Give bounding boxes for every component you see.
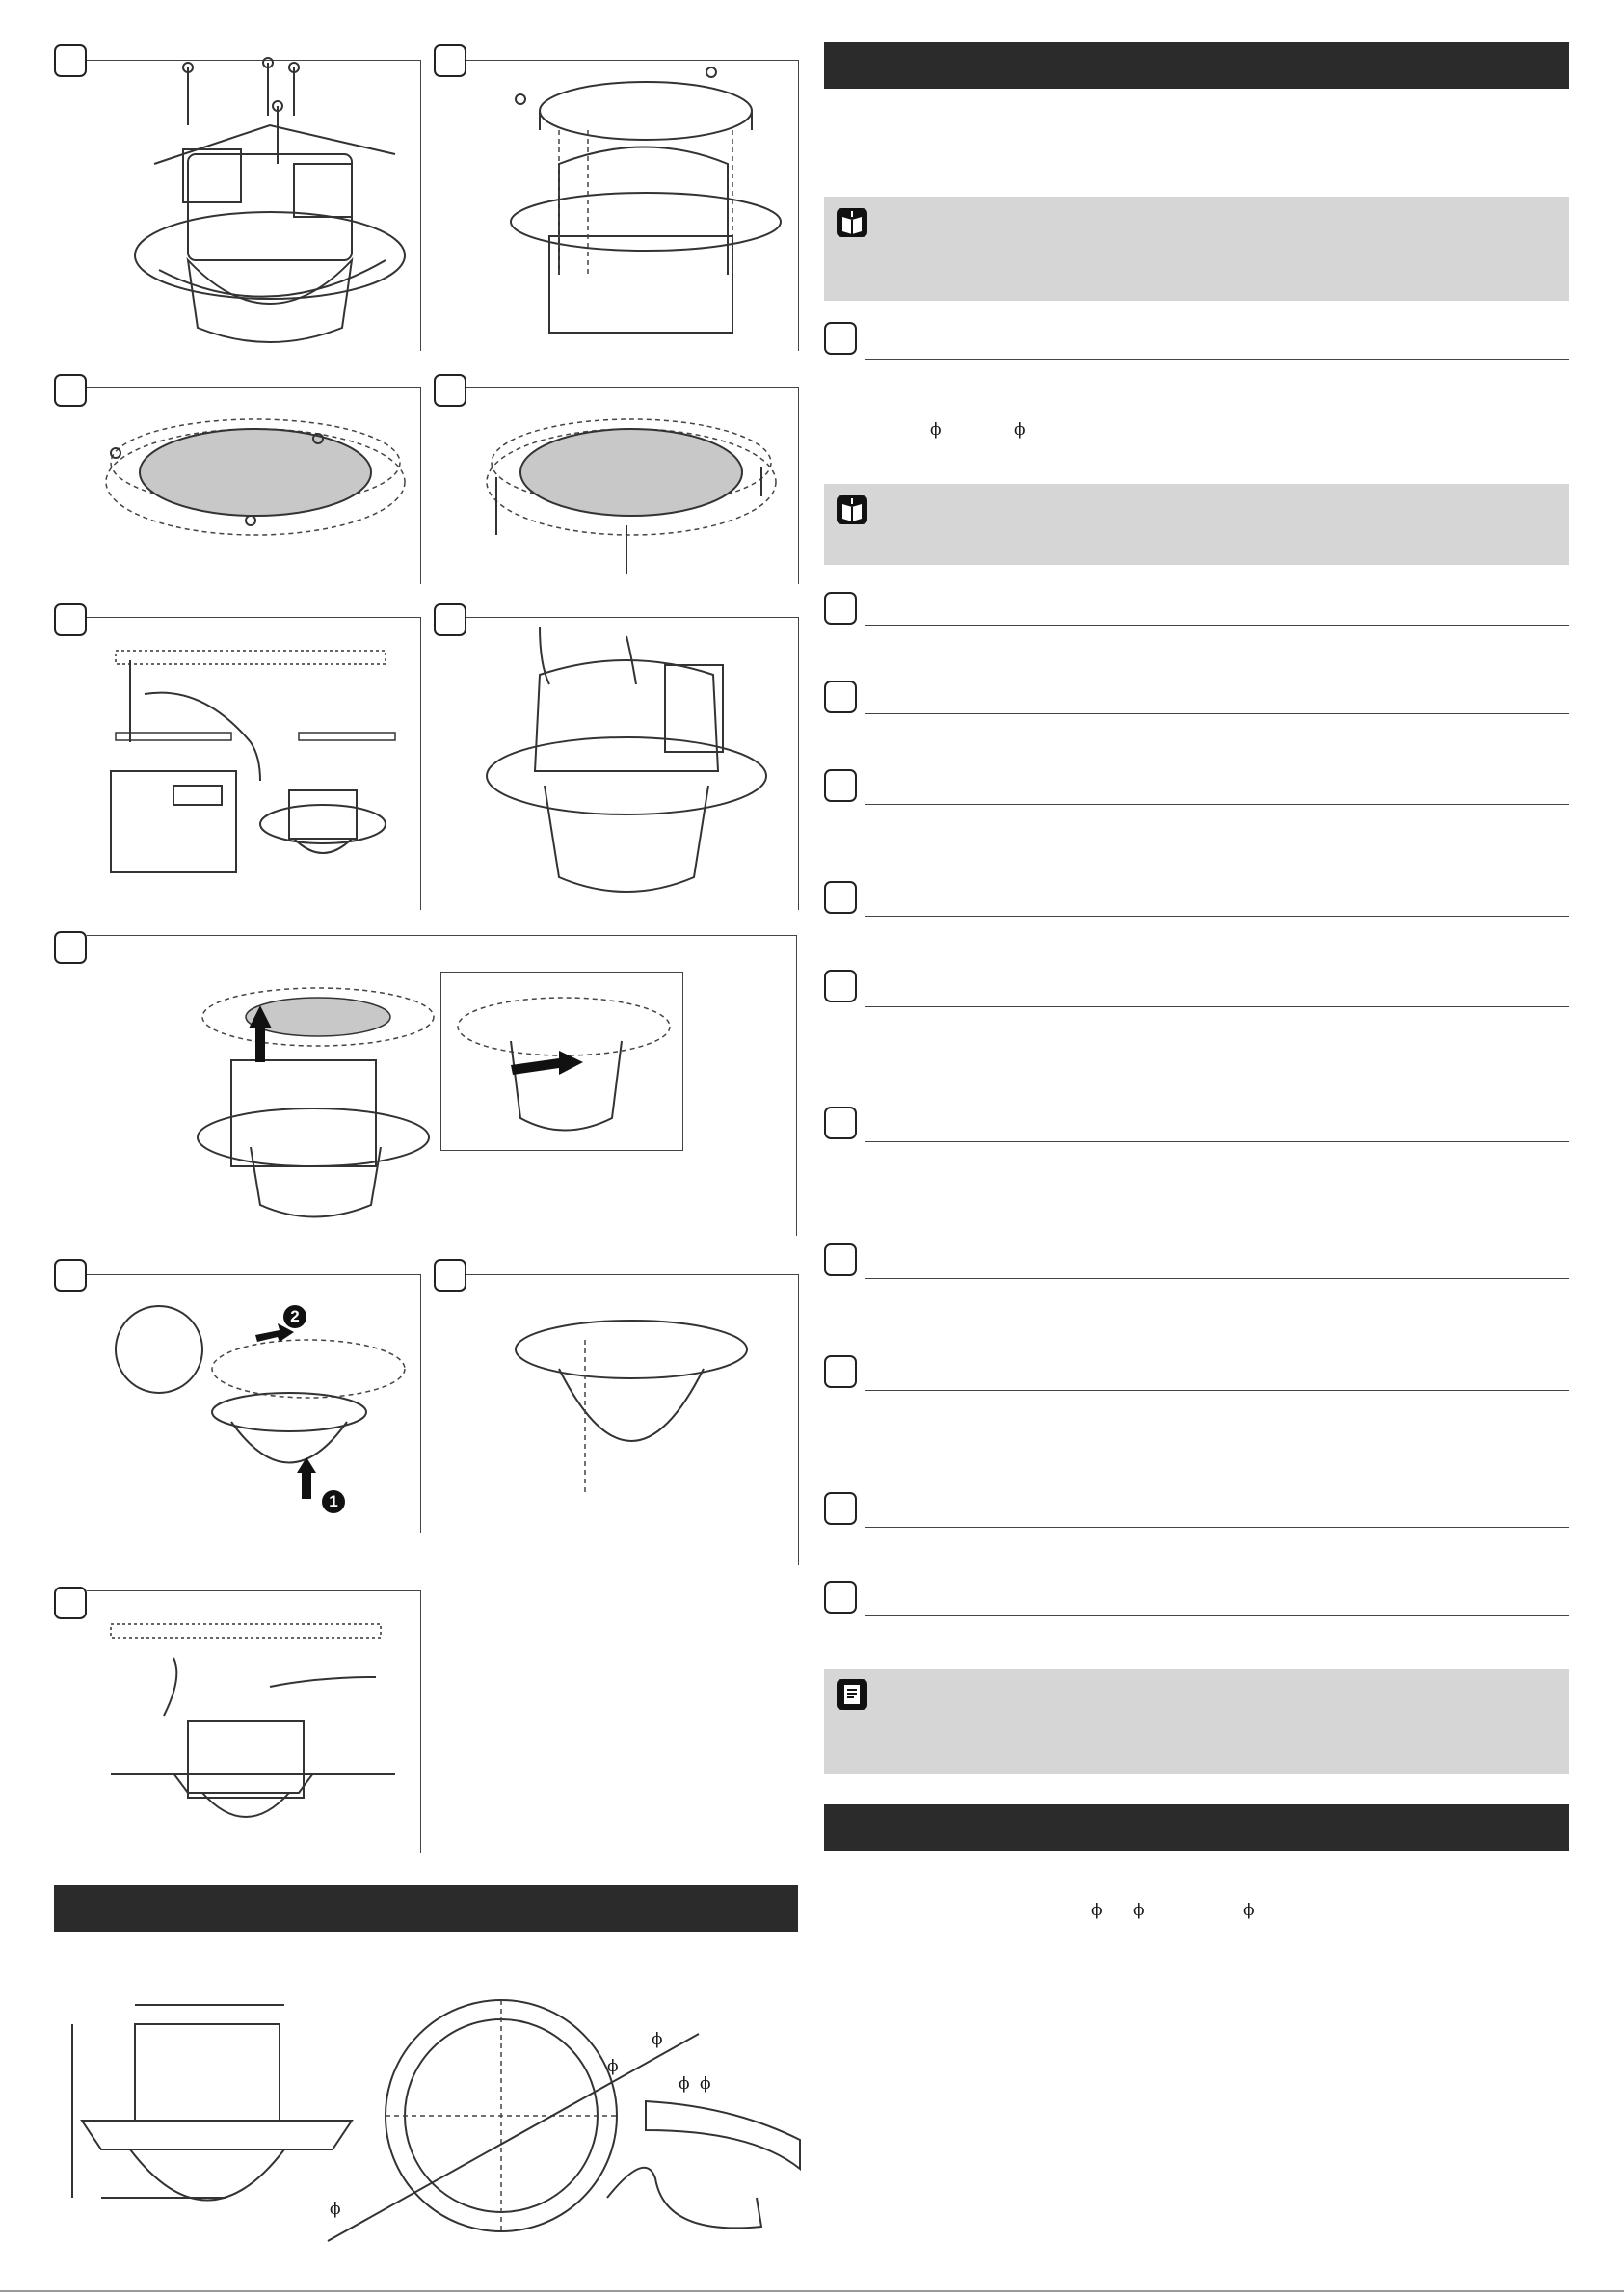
step-divider [865, 625, 1569, 626]
step-divider [865, 1006, 1569, 1007]
note-box [824, 1669, 1569, 1774]
step-divider [865, 1615, 1569, 1616]
step-divider [865, 804, 1569, 805]
phi-symbol: ϕ [1243, 1901, 1255, 1920]
step-number-box [824, 322, 857, 355]
book-caution-icon [837, 495, 867, 524]
step-divider [865, 1527, 1569, 1528]
caution-box [824, 484, 1569, 565]
dome-cover-screw-illustration [511, 1321, 752, 1513]
installed-camera-cross-section-illustration [106, 1619, 405, 1841]
step-number-box [824, 681, 857, 713]
memo-note-icon [837, 1679, 867, 1710]
book-caution-icon [837, 208, 867, 237]
step-number-box [824, 769, 857, 802]
step-number-box [434, 1259, 466, 1292]
phi-symbol: ϕ [700, 2074, 711, 2094]
section-header-bar [54, 1885, 798, 1932]
step-number-box [824, 881, 857, 914]
zoom-detail-illustration [453, 993, 675, 1147]
step-number-box [54, 44, 87, 77]
housing-insertion-illustration [193, 974, 443, 1224]
phi-symbol: ϕ [652, 2030, 663, 2049]
step-number-box [824, 1492, 857, 1525]
step-divider [865, 916, 1569, 917]
step-number-box [434, 44, 466, 77]
step-divider [865, 1390, 1569, 1391]
step-divider [865, 359, 1569, 360]
step-number-box [824, 1107, 857, 1139]
callout-circle-two: 2 [283, 1305, 306, 1328]
step-number-box [434, 374, 466, 407]
step-divider [865, 1141, 1569, 1142]
callout-circle-one: 1 [322, 1490, 345, 1513]
step-number-box [434, 603, 466, 636]
phi-symbol: ϕ [1014, 420, 1025, 440]
bracket-attachment-illustration [501, 53, 781, 352]
phi-symbol: ϕ [330, 2200, 341, 2219]
housing-assembly-illustration [482, 627, 771, 906]
caution-box [824, 197, 1569, 301]
step-number-box [824, 1355, 857, 1388]
dome-cover-mount-illustration [106, 1292, 405, 1523]
page-bottom-rule [0, 2290, 1624, 2292]
step-number-box [54, 603, 87, 636]
dimension-top-view-illustration [318, 1976, 819, 2246]
step-number-box [824, 1581, 857, 1614]
step-number-box [54, 931, 87, 964]
step-number-box [824, 592, 857, 625]
step-divider [865, 1278, 1569, 1279]
ceiling-mount-screws-illustration [125, 58, 414, 347]
ceiling-opening-illustration [96, 395, 414, 559]
section-header-bar [824, 42, 1569, 89]
step-number-box [824, 970, 857, 1002]
step-number-box [54, 1259, 87, 1292]
section-header-bar [824, 1804, 1569, 1851]
phi-symbol: ϕ [679, 2074, 690, 2094]
phi-symbol: ϕ [1091, 1901, 1103, 1920]
step-number-box [54, 374, 87, 407]
phi-symbol: ϕ [1133, 1901, 1145, 1920]
phi-symbol: ϕ [930, 420, 942, 440]
dimension-side-view-illustration [63, 1986, 352, 2246]
step-number-box [824, 1243, 857, 1276]
step-number-box [54, 1587, 87, 1619]
step-divider [865, 713, 1569, 714]
wiring-connection-illustration [106, 646, 405, 877]
ceiling-anchor-screws-illustration [482, 395, 781, 578]
phi-symbol: ϕ [607, 2057, 619, 2076]
